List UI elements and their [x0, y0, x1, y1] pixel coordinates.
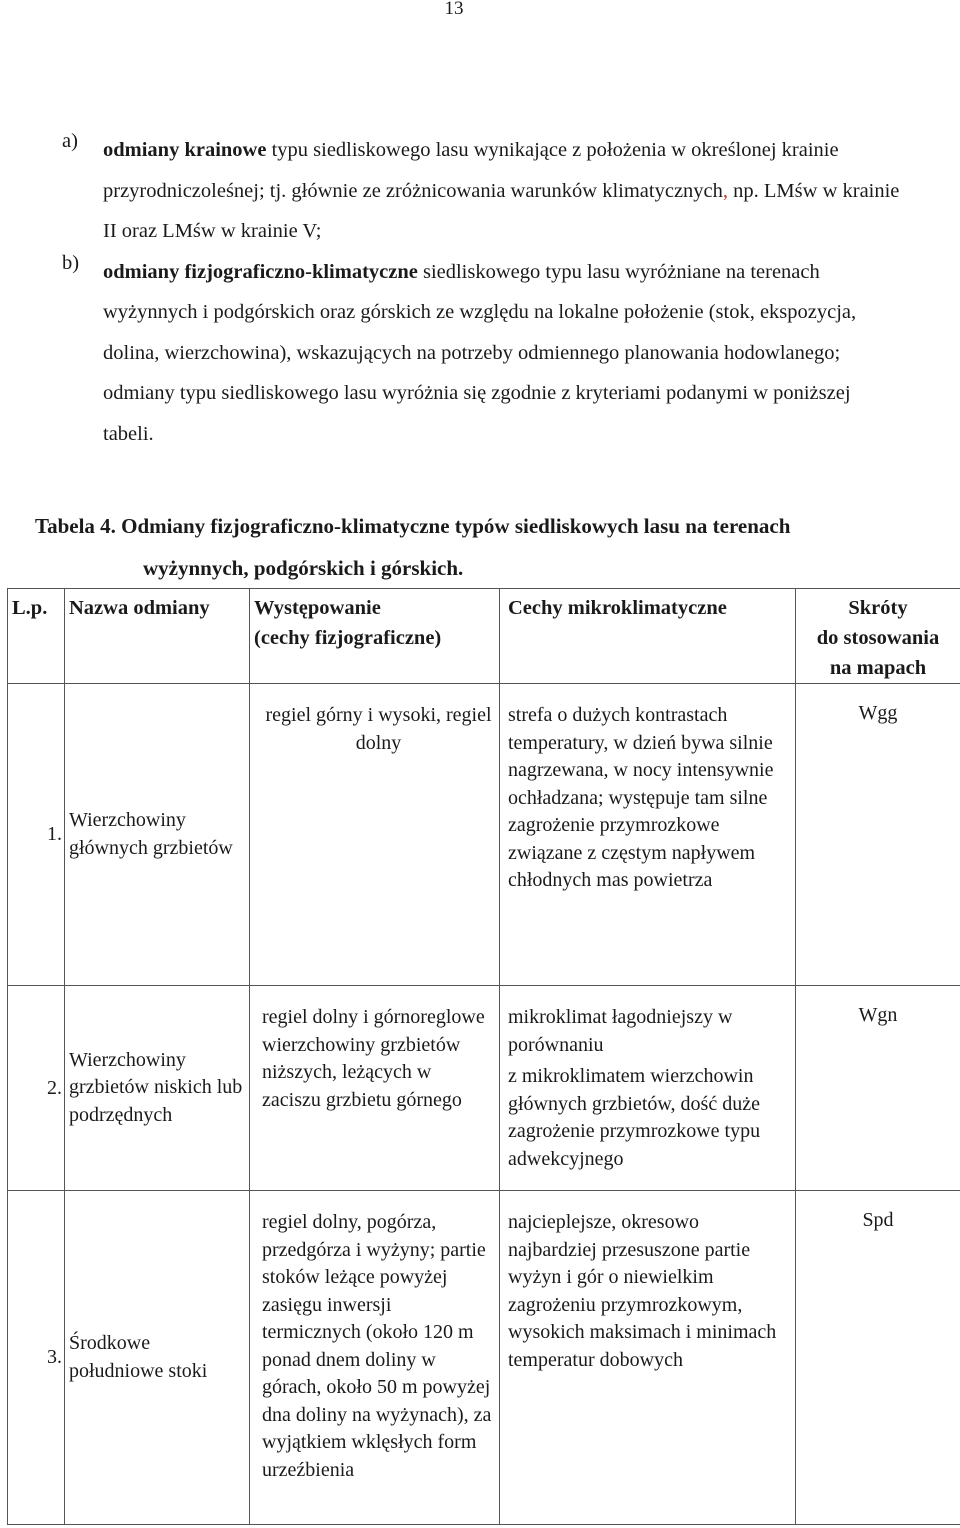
header-occurrence — [250, 589, 500, 684]
row-number: 1. — [8, 684, 65, 986]
variant-features: strefa o dużych kontrastach temperatury, w dzień bywa silnie nagrzewana, w nocy intensywnie ochładzana; występuje tam silne zagrożenie przymrozkowe związane z częstym napływem chłodnych mas powietrza — [500, 684, 796, 986]
variant-occurrence: regiel górny i wysoki, regiel dolny — [250, 684, 500, 986]
header-features: Cechy mikroklimatyczne — [500, 589, 796, 684]
term-description: typu siedliskowego lasu wynikające z położenia w określonej krainie przyrodniczoleśnej; tj. głównie ze zróżnicowania warunków klimatycznych — [103, 139, 839, 202]
header-lp: L.p. — [8, 589, 65, 684]
list-item-text — [103, 252, 903, 455]
term-description: siedliskowego typu lasu wyróżniane na terenach wyżynnych i podgórskich oraz górskich ze względu na lokalne położenie (stok, ekspozycja, dolina, wierzchowina), wskazujących na potrzeby odmiennego planowania hodowlanego; odmiany typu siedliskowego lasu wyróżnia się zgodnie z kryteriami podanymi w poniższej tabeli. — [103, 260, 857, 445]
page-number: 13 — [444, 0, 464, 19]
variant-definitions-list — [0, 130, 960, 454]
variant-abbreviation: Wgg — [796, 684, 960, 986]
row-number: 2. — [8, 986, 65, 1191]
variant-abbreviation: Wgn — [796, 986, 960, 1191]
variant-name: Wierzchowiny grzbietów niskich lub podrzędnych — [65, 986, 250, 1191]
list-item-b — [0, 252, 960, 455]
header-name: Nazwa odmiany — [65, 589, 250, 684]
list-item-a — [0, 130, 960, 252]
table-header-row — [8, 589, 960, 684]
term-description-cont: np. LMśw w krainie II oraz LMśw w krainie V; — [103, 179, 900, 242]
variants-table — [7, 588, 960, 1525]
variant-name: Wierzchowiny głównych grzbietów — [65, 684, 250, 986]
variant-occurrence: regiel dolny, pogórza, przedgórza i wyżyny; partie stoków leżące powyżej zasięgu inwersji termicznych (około 120 m ponad dnem doliny w górach, około 50 m powyżej dna doliny na wyżynach), za wyjątkiem wklęsłych form urzeźbienia — [250, 1191, 500, 1525]
table-row — [8, 986, 960, 1191]
header-abbr-line3: na mapach — [829, 657, 927, 679]
header-abbr-line1: Skróty — [848, 597, 908, 619]
variant-features-part1: mikroklimat łagodniejszy w porównaniu — [508, 1006, 733, 1056]
list-marker: a) — [62, 130, 78, 152]
header-abbreviations — [796, 589, 960, 684]
caption-line-2: wyżynnych, podgórskich i górskich. — [143, 556, 464, 580]
variant-features-part2: z mikroklimatem wierzchowin głównych grzbietów, dość duże zagrożenie przymrozkowe typu adwekcyjnego — [508, 1065, 761, 1170]
table-row — [8, 1191, 960, 1525]
variant-features — [500, 986, 796, 1191]
variant-name: Środkowe południowe stoki — [65, 1191, 250, 1525]
variant-features: najcieplejsze, okresowo najbardziej przesuszone partie wyżyn i gór o niewielkim zagrożeniu przymrozkowym, wysokich maksimach i minimach temperatur dobowych — [500, 1191, 796, 1525]
row-number: 3. — [8, 1191, 65, 1525]
caption-line-1: Tabela 4. Odmiany fizjograficzno-klimatyczne typów siedliskowych lasu na terenach — [35, 514, 791, 538]
header-occurrence-line1: Występowanie — [254, 597, 381, 619]
header-occurrence-line2: (cechy fizjograficzne) — [254, 627, 442, 649]
list-marker: b) — [62, 251, 80, 274]
term-bold: odmiany fizjograficzno-klimatyczne — [103, 260, 418, 283]
term-bold: odmiany krainowe — [103, 139, 267, 161]
list-item-text — [103, 130, 903, 252]
variant-abbreviation: Spd — [796, 1191, 960, 1525]
table-caption — [35, 505, 935, 589]
red-comma: , — [722, 179, 729, 202]
table-row — [8, 684, 960, 986]
variant-occurrence: regiel dolny i górnoreglowe wierzchowiny grzbietów niższych, leżących w zaciszu grzbietu górnego — [250, 986, 500, 1191]
header-abbr-line2: do stosowania — [816, 627, 940, 649]
